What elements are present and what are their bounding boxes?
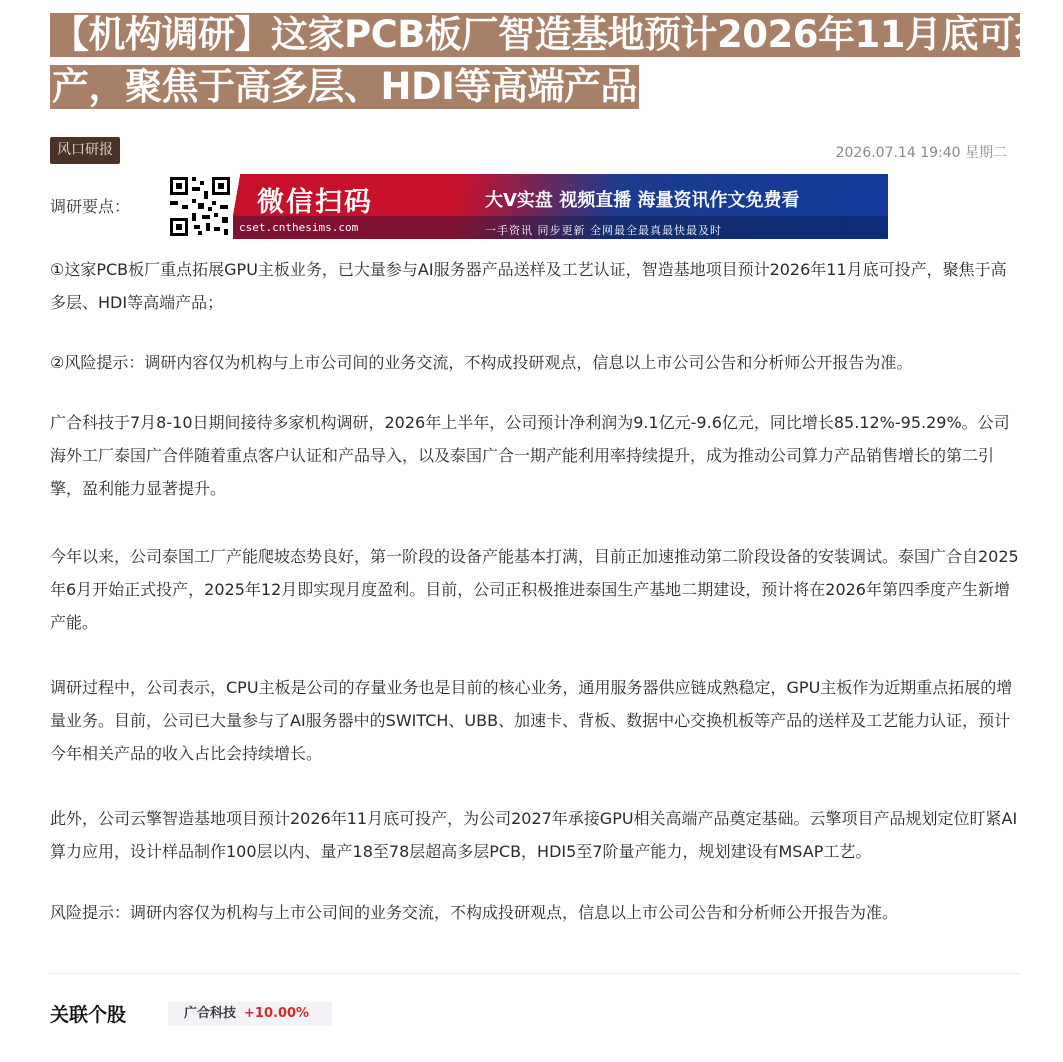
category-tag[interactable]: 风口研报	[50, 137, 120, 164]
ad-banner[interactable]	[167, 174, 888, 239]
banner-promo-text: 大V实盘 视频直播 海量资讯作文免费看	[485, 190, 800, 211]
section-divider	[50, 973, 1020, 974]
body-paragraph: 此外，公司云擎智造基地项目预计2026年11月底可投产，为公司2027年承接GPU相关高端产品奠定基础。云擎项目产品规划定位盯紧AI算力应用，设计样品制作100层以内、量产18至78层超高多层PCB，HDI5至7阶量产能力，规划建设有MSAP工艺。	[50, 809, 1018, 861]
body-paragraph: 调研过程中，公司表示，CPU主板是公司的存量业务也是目前的核心业务，通用服务器供应链成熟稳定，GPU主板作为近期重点拓展的增量业务。目前，公司已大量参与了AI服务器中的SWITCH、UBB、加速卡、背板、数据中心交换机板等产品的送样及工艺能力认证，预计今年相关产品的收入占比会持续增长。	[50, 678, 1013, 763]
stock-change: +10.00%	[244, 1006, 310, 1021]
risk-notice: 风险提示：调研内容仅为机构与上市公司间的业务交流，不构成投研观点，信息以上市公司公告和分析师公开报告为准。	[50, 903, 899, 922]
related-stock-chip[interactable]	[168, 1002, 332, 1026]
key-point-1: ①这家PCB板厂重点拓展GPU主板业务，已大量参与AI服务器产品送样及工艺认证，智造基地项目预计2026年11月底可投产，聚焦于高多层、HDI等高端产品；	[50, 260, 1007, 312]
banner-url: cset.cnthesims.com	[239, 221, 359, 234]
article-title-line-1: 【机构调研】这家PCB板厂智造基地预计2026年11月底可投	[52, 13, 1051, 56]
body-paragraph: 今年以来，公司泰国工厂产能爬坡态势良好，第一阶段的设备产能基本打满，目前正加速推动第二阶段设备的安装调试。泰国广合自2025年6月开始正式投产，2025年12月即实现月度盈利。目前，公司正积极推进泰国生产基地二期建设，预计将在2026年第四季度产生新增产能。	[50, 547, 1019, 632]
stock-name: 广合科技	[184, 1006, 237, 1021]
qr-code-icon	[167, 174, 233, 239]
publish-date: 2026.07.14 19:40 星期二	[835, 145, 1007, 161]
banner-sub-text: 一手资讯 同步更新 全网最全最真最快最及时	[485, 224, 722, 237]
article-title-line-2: 产，聚焦于高多层、HDI等高端产品	[52, 65, 637, 108]
related-stocks-title: 关联个股	[50, 1004, 127, 1026]
key-point-2: ②风险提示：调研内容仅为机构与上市公司间的业务交流，不构成投研观点，信息以上市公司公告和分析师公开报告为准。	[50, 353, 913, 372]
body-paragraph: 广合科技于7月8-10日期间接待多家机构调研，2026年上半年，公司预计净利润为9.1亿元-9.6亿元，同比增长85.12%-95.29%。公司海外工厂泰国广合伴随着重点客户认证和产品导入，以及泰国广合一期产能利用率持续提升，成为推动公司算力产品销售增长的第二引擎，盈利能力显著提升。	[50, 413, 1010, 498]
key-points-label: 调研要点：	[50, 197, 131, 216]
banner-main-text: 微信扫码	[257, 187, 373, 218]
